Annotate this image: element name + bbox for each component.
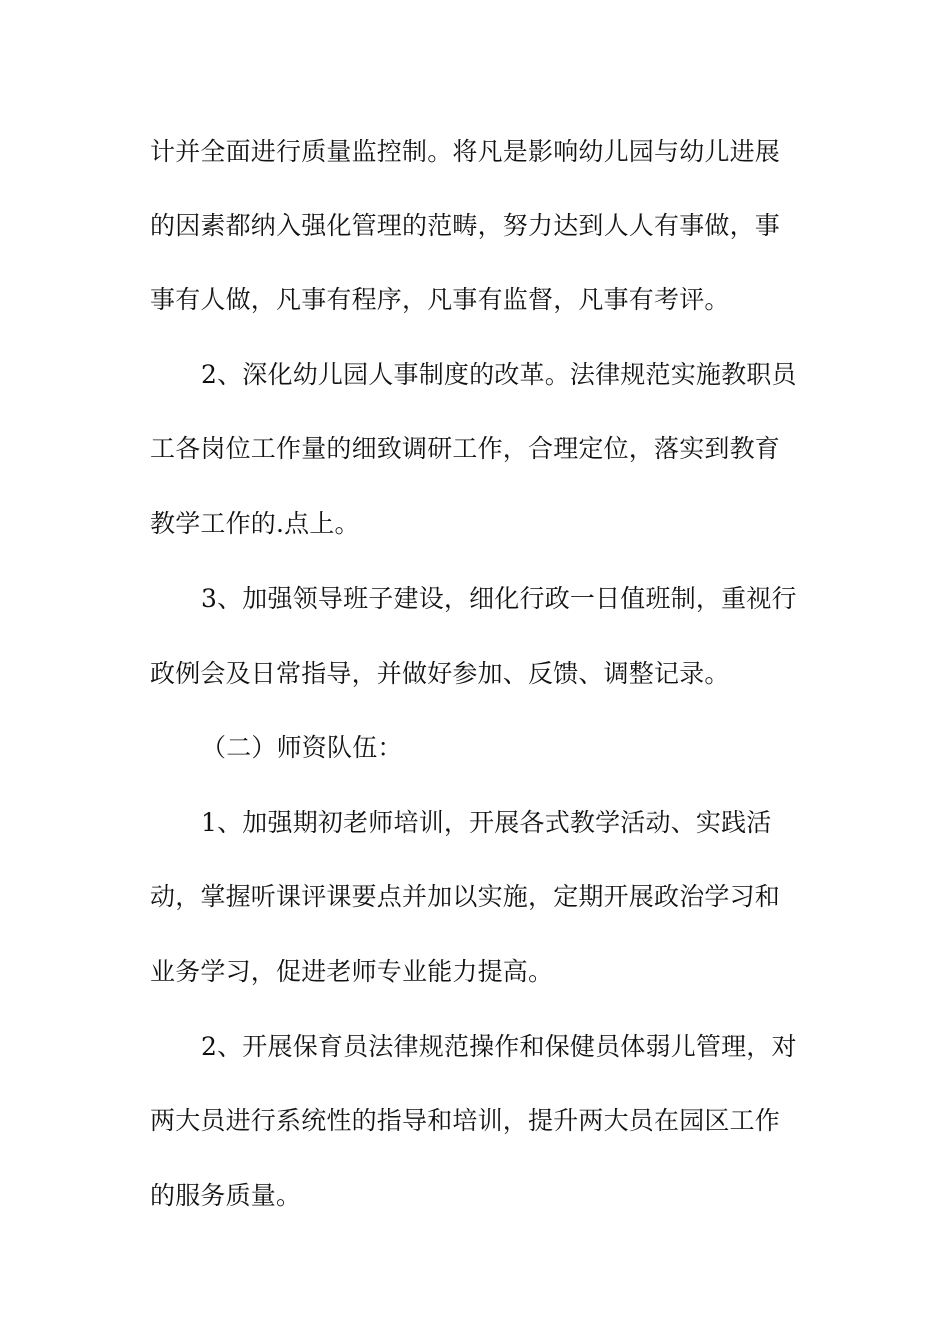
paragraph-2-line-3: 教学工作的.点上。 (150, 509, 360, 538)
teacher-item-1-line-2: 动，掌握听课评课要点并加以实施，定期开展政治学习和 (150, 882, 781, 911)
paragraph-2-line-2: 工各岗位工作量的细致调研工作，合理定位，落实到教育 (150, 434, 781, 463)
text-line-1: 计并全面进行质量监控制。将凡是影响幼儿园与幼儿进展 (150, 137, 781, 166)
text-line-2: 的因素都纳入强化管理的范畴，努力达到人人有事做，事 (150, 211, 781, 240)
paragraph-2-line-1: 2、深化幼儿园人事制度的改革。法律规范实施教职员 (201, 360, 797, 389)
teacher-item-2-line-2: 两大员进行系统性的指导和培训，提升两大员在园区工作 (150, 1106, 781, 1135)
paragraph-3-line-2: 政例会及日常指导，并做好参加、反馈、调整记录。 (150, 659, 730, 688)
teacher-item-1-line-1: 1、加强期初老师培训，开展各式教学活动、实践活 (201, 808, 772, 837)
teacher-item-2-line-3: 的服务质量。 (150, 1181, 302, 1210)
paragraph-3-line-1: 3、加强领导班子建设，细化行政一日值班制，重视行 (201, 584, 797, 613)
text-line-3: 事有人做，凡事有程序，凡事有监督，凡事有考评。 (150, 285, 730, 314)
teacher-item-1-line-3: 业务学习，促进老师专业能力提高。 (150, 957, 554, 986)
teacher-item-2-line-1: 2、开展保育员法律规范操作和保健员体弱儿管理，对 (201, 1032, 797, 1061)
section-heading: （二）师资队伍： (201, 733, 403, 762)
